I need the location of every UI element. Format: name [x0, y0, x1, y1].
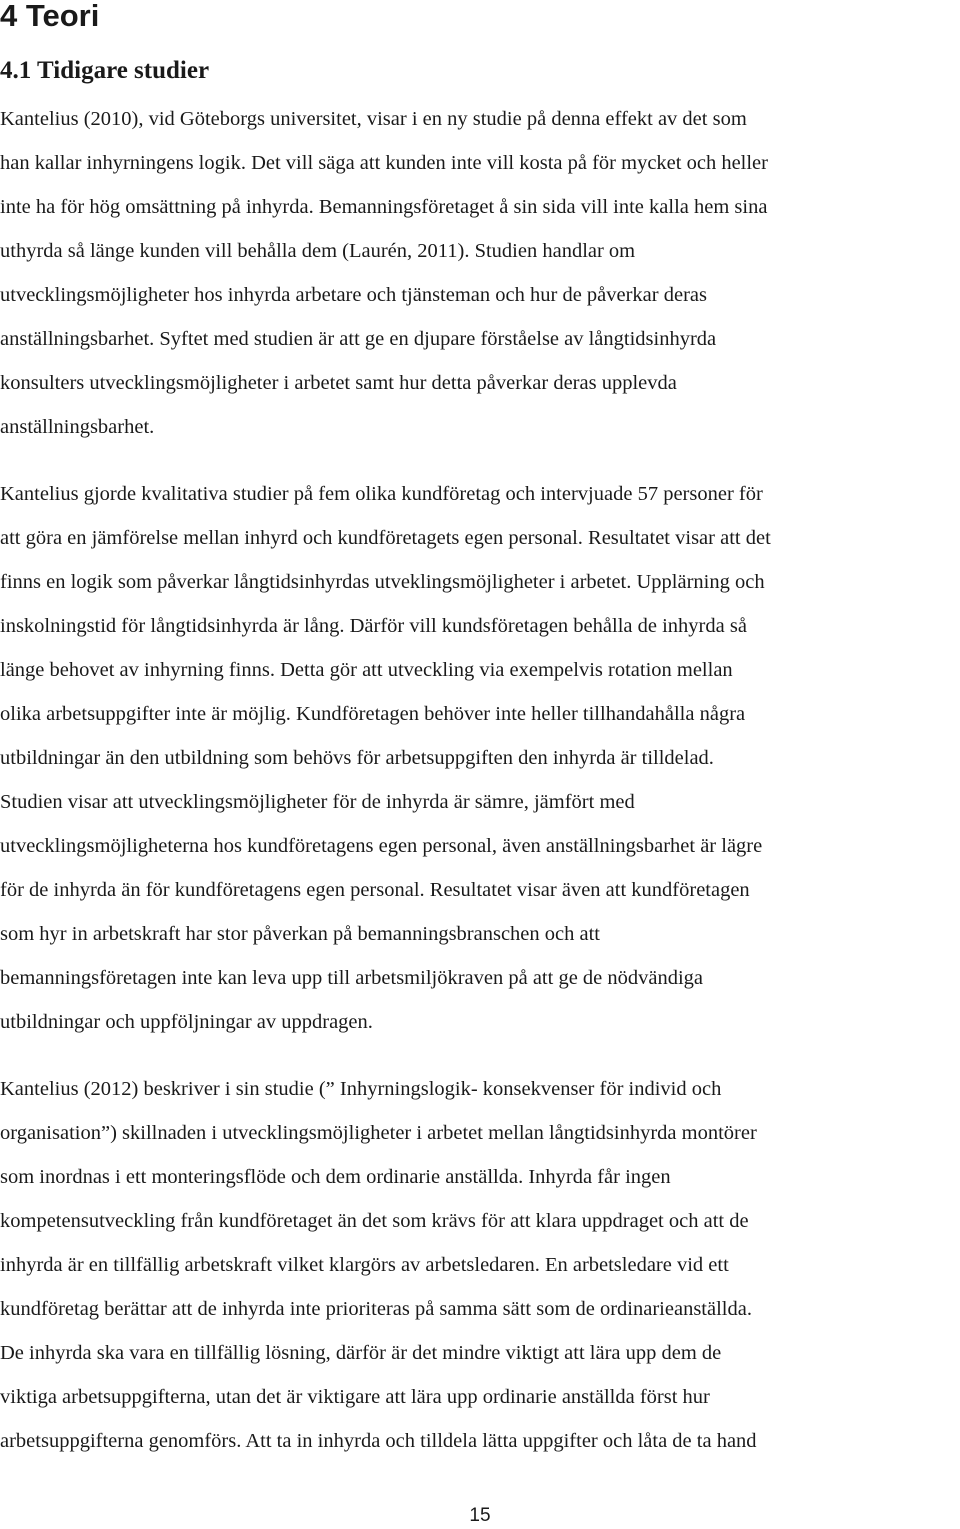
text-line: inhyrda är en tillfällig arbetskraft vilket klargörs av arbetsledaren. En arbetsledare vid ett [0, 1254, 729, 1276]
text-line: De inhyrda ska vara en tillfällig lösning, därför är det mindre viktigt att lära upp dem de [0, 1342, 722, 1364]
text-line: han kallar inhyrningens logik. Det vill säga att kunden inte vill kosta på för mycket och heller [0, 152, 768, 174]
text-line: Studien visar att utvecklingsmöjligheter för de inhyrda är sämre, jämfört med [0, 791, 635, 813]
text-line: utbildningar än den utbildning som behövs för arbetsuppgiften den inhyrda är tilldelad. [0, 747, 714, 769]
text-line: organisation”) skillnaden i utvecklingsmöjligheter i arbetet mellan långtidsinhyrda montörer [0, 1122, 757, 1144]
text-line: som inordnas i ett monteringsflöde och dem ordinarie anställda. Inhyrda får ingen [0, 1166, 671, 1188]
text-line: anställningsbarhet. [0, 416, 155, 438]
text-line: som hyr in arbetskraft har stor påverkan på bemanningsbranschen och att [0, 923, 600, 945]
text-line: viktiga arbetsuppgifterna, utan det är viktigare att lära upp ordinarie anställda först hur [0, 1386, 710, 1408]
text-line: kundföretag berättar att de inhyrda inte prioriteras på samma sätt som de ordinarieanställda. [0, 1298, 752, 1320]
text-line: finns en logik som påverkar långtidsinhyrdas utveklingsmöjligheter i arbetet. Upplärning och [0, 571, 765, 593]
text-line: konsulters utvecklingsmöjligheter i arbetet samt hur detta påverkar deras upplevda [0, 372, 677, 394]
text-line: Kantelius (2010), vid Göteborgs universitet, visar i en ny studie på denna effekt av det som [0, 108, 747, 130]
page-number: 15 [469, 1505, 491, 1526]
chapter-heading: 4 Teori [0, 0, 100, 33]
text-line: utbildningar och uppföljningar av uppdragen. [0, 1011, 373, 1033]
text-line: Kantelius (2012) beskriver i sin studie (” Inhyrningslogik- konsekvenser för individ och [0, 1078, 722, 1100]
paragraph-1 [0, 97, 768, 449]
paragraph-2 [0, 472, 771, 1044]
text-line: inte ha för hög omsättning på inhyrda. Bemanningsföretaget å sin sida vill inte kalla hem sina [0, 196, 768, 218]
text-line: att göra en jämförelse mellan inhyrd och kundföretagets egen personal. Resultatet visar att det [0, 527, 771, 549]
text-line: olika arbetsuppgifter inte är möjlig. Kundföretagen behöver inte heller tillhandahålla några [0, 703, 746, 725]
text-line: utvecklingsmöjligheterna hos kundföretagens egen personal, även anställningsbarhet är lägre [0, 835, 763, 857]
text-line: uthyrda så länge kunden vill behålla dem (Laurén, 2011). Studien handlar om [0, 240, 636, 262]
text-line: länge behovet av inhyrning finns. Detta gör att utveckling via exempelvis rotation mellan [0, 659, 733, 681]
text-line: utvecklingsmöjligheter hos inhyrda arbetare och tjänsteman och hur de påverkar deras [0, 284, 707, 306]
text-line: kompetensutveckling från kundföretaget än det som krävs för att klara uppdraget och att de [0, 1210, 749, 1232]
text-line: inskolningstid för långtidsinhyrda är lång. Därför vill kundsföretagen behålla de inhyrda så [0, 615, 747, 637]
text-line: anställningsbarhet. Syftet med studien är att ge en djupare förståelse av långtidsinhyrda [0, 328, 717, 350]
section-heading: 4.1 Tidigare studier [0, 57, 210, 84]
text-line: bemanningsföretagen inte kan leva upp till arbetsmiljökraven på att ge de nödvändiga [0, 967, 704, 989]
text-line: arbetsuppgifterna genomförs. Att ta in inhyrda och tilldela lätta uppgifter och låta de ta hand [0, 1430, 757, 1452]
paragraph-3 [0, 1067, 757, 1463]
text-line: Kantelius gjorde kvalitativa studier på fem olika kundföretag och intervjuade 57 personer för [0, 483, 763, 505]
text-line: för de inhyrda än för kundföretagens egen personal. Resultatet visar även att kundföretagen [0, 879, 750, 901]
